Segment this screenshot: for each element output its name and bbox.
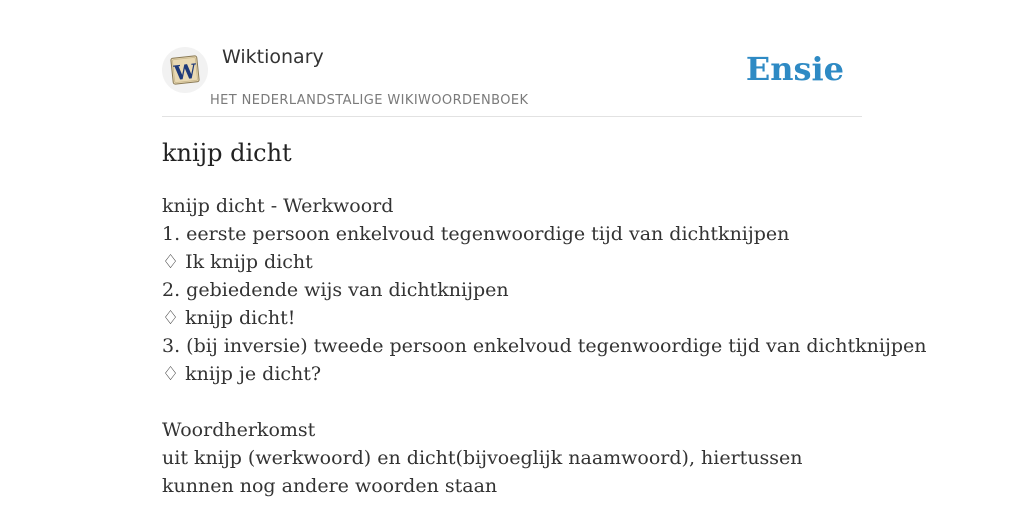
example-1: ♢ Ik knijp dicht bbox=[162, 251, 313, 273]
site-tagline: HET NEDERLANDSTALIGE WIKIWOORDENBOEK bbox=[210, 93, 529, 108]
header bbox=[162, 44, 862, 117]
example-3: ♢ knijp je dicht? bbox=[162, 363, 322, 385]
spacer bbox=[162, 388, 862, 416]
definition-1: 1. eerste persoon enkelvoud tegenwoordige tijd van dichtknijpen bbox=[162, 223, 790, 245]
example-2: ♢ knijp dicht! bbox=[162, 307, 296, 329]
svg-text:W: W bbox=[172, 58, 198, 86]
etymology-heading: Woordherkomst bbox=[162, 419, 316, 441]
entry-heading-line: knijp dicht - Werkwoord bbox=[162, 195, 394, 217]
site-name[interactable]: Wiktionary bbox=[222, 46, 324, 68]
page-title: knijp dicht bbox=[162, 139, 292, 167]
etymology-text: uit knijp (werkwoord) en dicht(bijvoeglijk naamwoord), hiertussen kunnen nog andere woorden staan bbox=[162, 447, 803, 497]
definition-3: 3. (bij inversie) tweede persoon enkelvoud tegenwoordige tijd van dichtknijpen bbox=[162, 335, 927, 357]
entry-content bbox=[162, 192, 927, 500]
definition-2: 2. gebiedende wijs van dichtknijpen bbox=[162, 279, 509, 301]
wiktionary-logo-icon[interactable] bbox=[162, 47, 208, 93]
ensie-brand-link[interactable]: Ensie bbox=[745, 50, 844, 88]
wiktionary-tile-icon bbox=[167, 52, 203, 88]
